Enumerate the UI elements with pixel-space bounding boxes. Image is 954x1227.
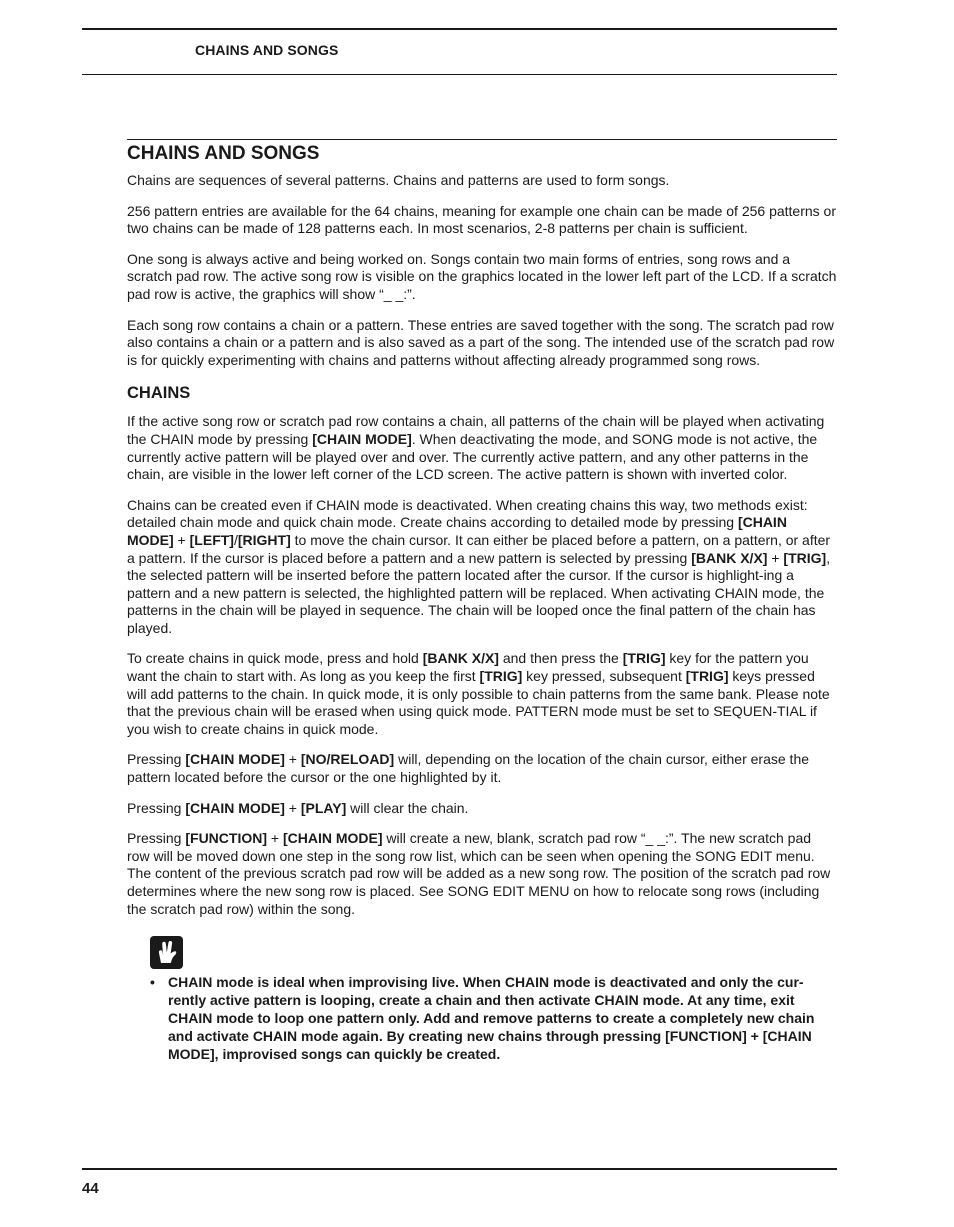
running-header: CHAINS AND SONGS xyxy=(195,42,339,58)
tip-note-item xyxy=(150,973,840,1063)
header-top-rule xyxy=(82,28,837,30)
hand-tip-icon xyxy=(150,936,183,969)
intro-paragraph-3: One song is always active and being worked on. Songs contain two main forms of entries, song rows and a scratch pad row. The active song row is visible on the graphics located in the lower left part of the LCD. If a scratch pad row is active, the graphics will show “_ _:”. xyxy=(127,250,837,302)
page-number: 44 xyxy=(82,1180,99,1197)
bullet-icon: • xyxy=(150,974,155,990)
header-bottom-rule xyxy=(82,74,837,75)
section-title: CHAINS AND SONGS xyxy=(127,143,320,164)
footer-rule xyxy=(82,1168,837,1170)
chains-paragraph-5: Pressing [CHAIN MODE] + [PLAY] will clear the chain. xyxy=(127,799,469,816)
intro-paragraph-1: Chains are sequences of several patterns. Chains and patterns are used to form songs. xyxy=(127,172,670,188)
section-rule xyxy=(127,139,837,140)
tip-note xyxy=(150,973,840,1063)
chains-paragraph-4: Pressing [CHAIN MODE] + [NO/RELOAD] will, depending on the location of the chain cursor, either erase the pattern located before the cursor or the one highlighted by it. xyxy=(127,751,810,786)
subsection-title: CHAINS xyxy=(127,384,191,403)
main-content xyxy=(127,143,837,931)
intro-paragraph-4: Each song row contains a chain or a pattern. These entries are saved together with the song. The scratch pad row also contains a chain or a pattern and is also saved as a part of the song. The intended use of the scratch pad row is for quickly experimenting with chains and patterns without affecting already programmed song rows. xyxy=(127,316,835,368)
chains-paragraph-2: Chains can be created even if CHAIN mode is deactivated. When creating chains this way, two methods exist: detailed chain mode and quick chain mode. Create chains according to detailed mode by pressing [CHAIN MODE] + [LEFT]/[RIGHT] to move the chain cursor. It can either be placed before a pattern, on a pattern, or after a pattern. If the cursor is placed before a pattern and a new pattern is selected by pressing [BANK X/X] + [TRIG], the selected pattern will be inserted before the pattern located after the cursor. If the cursor is highlight-ing a pattern and a new pattern is selected, the highlighted pattern will be replaced. When activating CHAIN mode, the patterns in the chain will be played in sequence. The chain will be looped once the final pattern of the chain has played. xyxy=(127,496,831,636)
chains-paragraph-6: Pressing [FUNCTION] + [CHAIN MODE] will create a new, blank, scratch pad row “_ _:”. The new scratch pad row will be moved down one step in the song row list, which can be seen when opening the SONG EDIT menu. The content of the previous scratch pad row will be added as a new song row. The position of the scratch pad row determines where the new song row is placed. See SONG EDIT MENU on how to relocate song rows (including the scratch pad row) within the song. xyxy=(127,830,831,917)
chains-paragraph-1: If the active song row or scratch pad row contains a chain, all patterns of the chain will be played when activating the CHAIN mode by pressing [CHAIN MODE]. When deactivating the mode, and SONG mode is not active, the currently active pattern will be played over and over. The currently active pattern, and any other patterns in the chain, are visible in the lower left corner of the LCD screen. The active pattern is shown with inverted color. xyxy=(127,413,825,483)
intro-paragraph-2: 256 pattern entries are available for the 64 chains, meaning for example one chain can be made of 256 patterns or two chains can be made of 128 patterns each. In most scenarios, 2-8 patterns per chain is sufficient. xyxy=(127,202,837,237)
chains-paragraph-3: To create chains in quick mode, press and hold [BANK X/X] and then press the [TRIG] key for the pattern you want the chain to start with. As long as you keep the first [TRIG] key pressed, subsequent [TRIG] keys pressed will add patterns to the chain. In quick mode, it is only possible to chain patterns from the same bank. Please note that the previous chain will be erased when using quick mode. PATTERN mode must be set to SEQUEN-TIAL if you wish to create chains in quick mode. xyxy=(127,650,830,737)
tip-note-text: CHAIN mode is ideal when improvising live. When CHAIN mode is deactivated and only the cur-rently active pattern is looping, create a chain and then activate CHAIN mode. At any time, exit CHAIN mode to loop one pattern only. Add and remove patterns to create a completely new chain and activate CHAIN mode again. By creating new chains through pressing [FUNCTION] + [CHAIN MODE], improvised songs can quickly be created. xyxy=(168,974,815,1062)
